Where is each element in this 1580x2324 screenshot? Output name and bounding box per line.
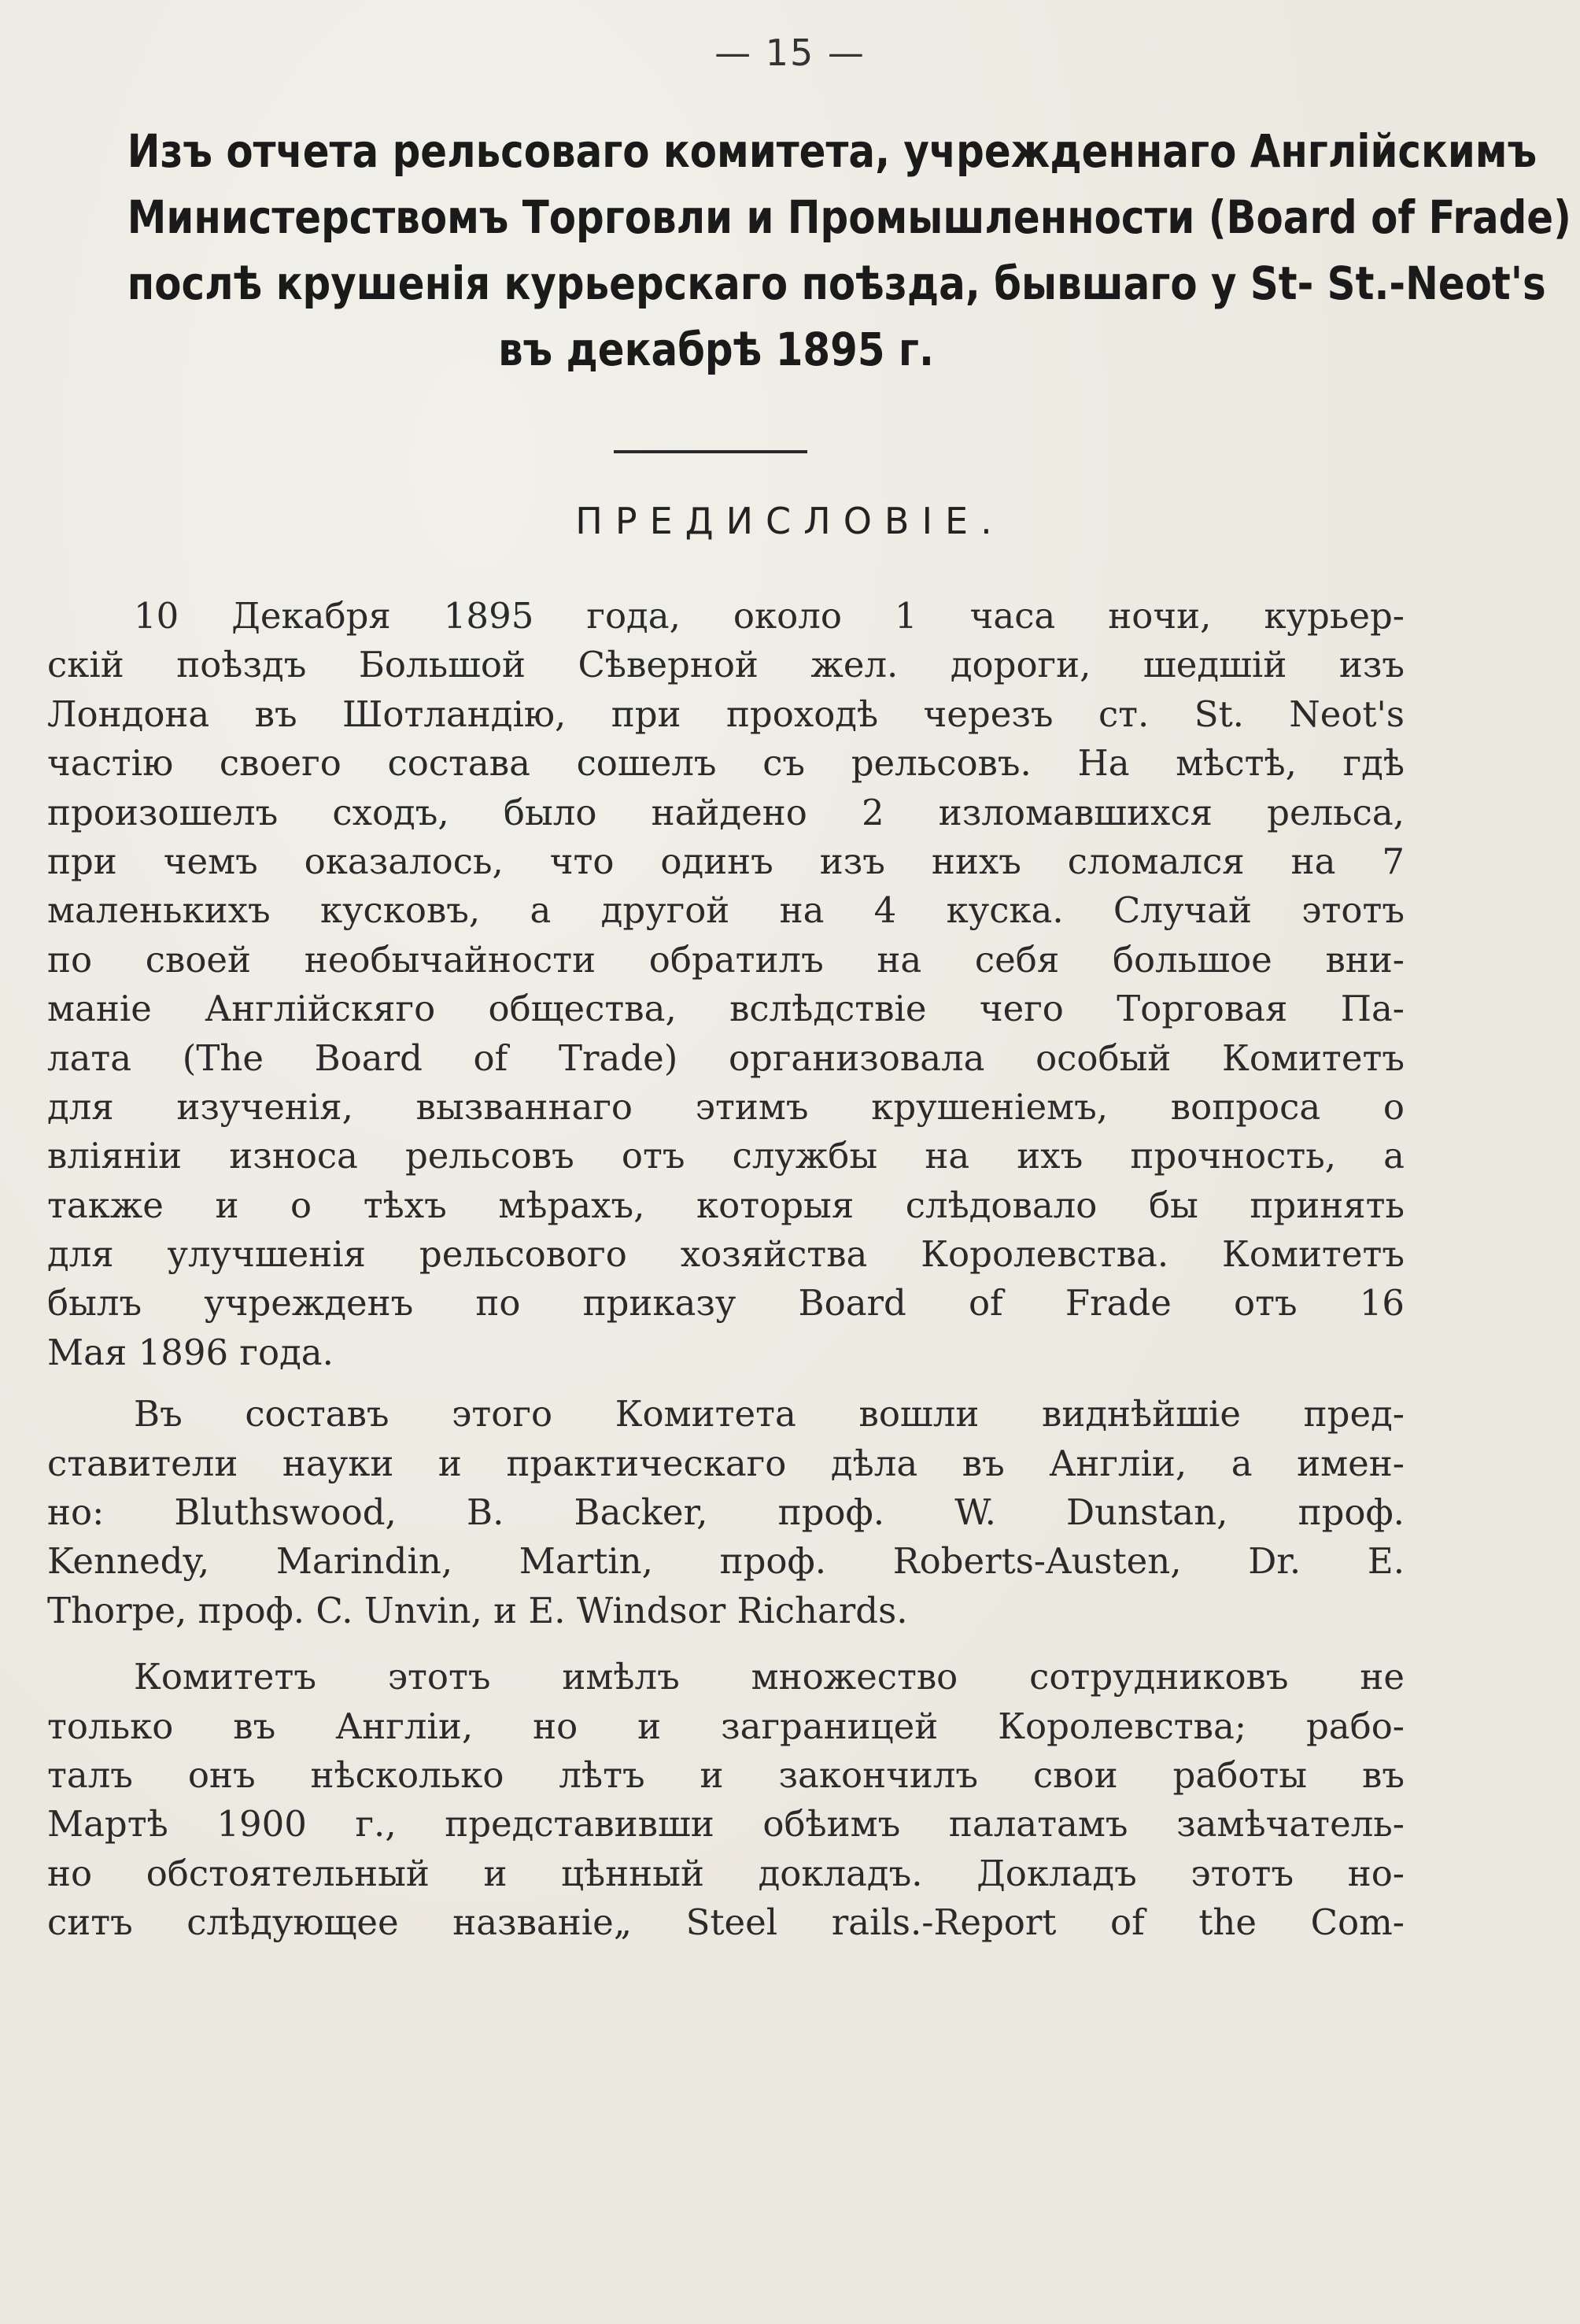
text-line: для изученія, вызваннаго этимъ крушеніемъ, вопроса о	[47, 1085, 1405, 1128]
text-line: Лондона въ Шотландію, при проходѣ черезъ ст. St. Neot's	[47, 693, 1405, 735]
text-line: также и о тѣхъ мѣрахъ, которыя слѣдовало бы принять	[47, 1184, 1405, 1226]
text-line: при чемъ оказалось, что одинъ изъ нихъ сломался на 7	[47, 840, 1405, 882]
text-line: но: Bluthswood, B. Backer, проф. W. Dunstan, проф.	[47, 1491, 1405, 1534]
paragraph-2	[47, 1390, 1405, 1635]
section-heading: ПРЕДИСЛОВІЕ.	[575, 500, 1005, 542]
paragraph-3	[47, 1653, 1405, 1947]
text-line: частію своего состава сошелъ съ рельсовъ. На мѣстѣ, гдѣ	[47, 742, 1405, 785]
text-line: Kennedy, Marindin, Martin, проф. Roberts-Austen, Dr. E.	[47, 1540, 1405, 1583]
text-line: по своей необычайности обратилъ на себя большое вни-	[47, 938, 1405, 981]
text-line: 10 Декабря 1895 года, около 1 часа ночи, курьер-	[134, 595, 1405, 637]
text-line: произошелъ сходъ, было найдено 2 изломавшихся рельса,	[47, 791, 1405, 833]
text-line: Мая 1896 года.	[47, 1331, 334, 1373]
text-line: Комитетъ этотъ имѣлъ множество сотрудниковъ не	[134, 1656, 1405, 1698]
text-line: но обстоятельный и цѣнный докладъ. Докладъ этотъ но-	[47, 1852, 1405, 1894]
text-line: талъ онъ нѣсколько лѣтъ и закончилъ свои работы въ	[47, 1753, 1405, 1796]
paragraph-1	[47, 592, 1405, 1377]
horizontal-rule	[614, 450, 807, 453]
text-line: только въ Англіи, но и заграницей Королевства; рабо-	[47, 1705, 1405, 1747]
body-text	[47, 592, 1405, 1948]
text-line: былъ учрежденъ по приказу Board of Frade отъ 16	[47, 1282, 1405, 1325]
text-line: скій поѣздъ Большой Сѣверной жел. дороги, шедшій изъ	[47, 644, 1405, 686]
text-line: Thorpe, проф. C. Unvin, и E. Windsor Richards.	[47, 1589, 908, 1631]
text-line: для улучшенія рельсового хозяйства Королевства. Комитетъ	[47, 1233, 1405, 1276]
text-line: Въ составъ этого Комитета вошли виднѣйшіе пред-	[134, 1393, 1405, 1435]
document-title	[127, 118, 1571, 382]
title-line: въ декабрѣ 1895 г.	[498, 323, 934, 376]
title-line: послѣ крушенія курьерскаго поѣзда, бывшаго у St- St.-Neot's	[127, 257, 1546, 310]
title-line: Министерствомъ Торговли и Промышленности (Board of Frade)	[127, 190, 1571, 244]
title-line: Изъ отчета рельсоваго комитета, учрежденнаго Англійскимъ	[127, 124, 1538, 178]
text-line: ставители науки и практическаго дѣла въ Англіи, а имен-	[47, 1442, 1405, 1484]
text-line: ситъ слѣдующее названіе„ Steel rails.-Report of the Com-	[47, 1901, 1405, 1944]
paragraph-spacer	[47, 1377, 1405, 1390]
paragraph-spacer	[47, 1635, 1405, 1653]
page-number: — 15 —	[714, 31, 866, 74]
text-line: Мартѣ 1900 г., представивши обѣимъ палатамъ замѣчатель-	[47, 1803, 1405, 1846]
text-line: маніе Англійскяго общества, вслѣдствіе чего Торговая Па-	[47, 988, 1405, 1030]
text-line: маленькихъ кусковъ, а другой на 4 куска. Случай этотъ	[47, 889, 1405, 932]
text-line: лата (The Board of Trade) организовала особый Комитетъ	[47, 1036, 1405, 1079]
text-line: вліяніи износа рельсовъ отъ службы на ихъ прочность, а	[47, 1135, 1405, 1177]
